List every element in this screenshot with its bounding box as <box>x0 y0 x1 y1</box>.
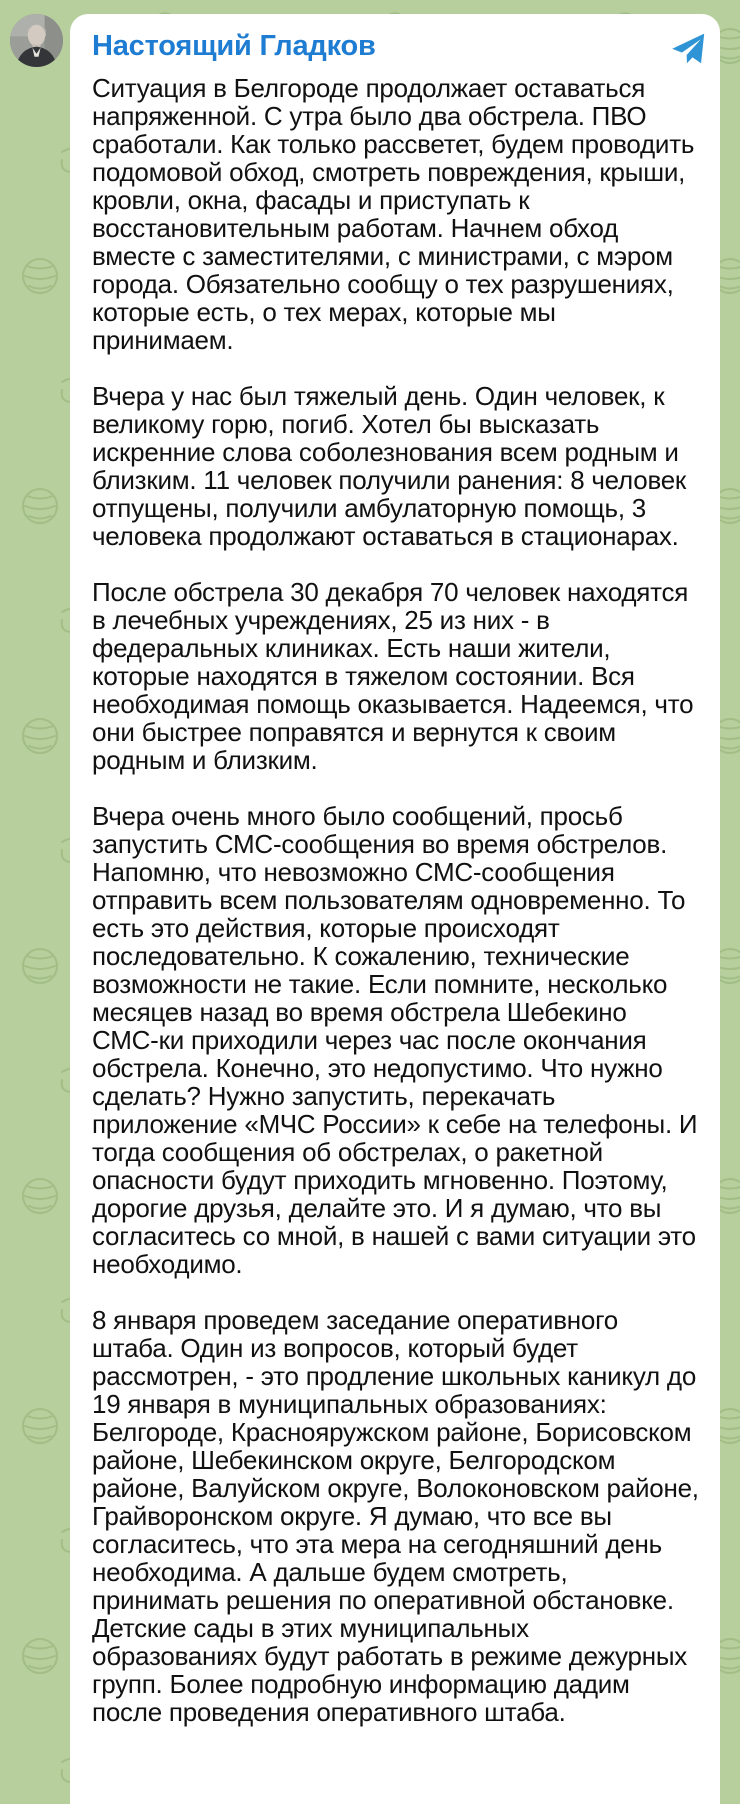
message-bubble <box>70 14 720 1804</box>
channel-profile-photo <box>10 14 63 67</box>
message-paragraph: После обстрела 30 декабря 70 человек находятся в лечебных учреждениях, 25 из них - в федеральных клиниках. Есть наши жители, которые находятся в тяжелом состоянии. Вся необходимая помощь оказывается. Надеемся, что они быстрее поправятся и вернутся к своим родным и близким. <box>92 577 694 775</box>
channel-name[interactable]: Настоящий Гладков <box>92 30 376 62</box>
message-paragraph: Вчера у нас был тяжелый день. Один человек, к великому горю, погиб. Хотел бы высказать искренние слова соболезнования всем родным и близким. 11 человек получили ранения: 8 человек отпущены, получили амбулаторную помощь, 3 человека продолжают оставаться в стационарах. <box>92 381 687 551</box>
message-paragraph: Ситуация в Белгороде продолжает оставаться напряженной. С утра было два обстрела. ПВО сработали. Как только рассветет, будем проводить подомовой обход, смотреть повреждения, крыши, кровли, окна, фасады и приступать к восстановительным работам. Начнем обход вместе с заместителями, с министрами, с мэром города. Обязательно сообщу о тех разрушениях, которые есть, о тех мерах, которые мы принимаем. <box>92 73 695 355</box>
message-paragraph: Вчера очень много было сообщений, просьб запустить СМС-сообщения во время обстрелов. Напомню, что невозможно СМС-сообщения отправить всем пользователям одновременно. То есть это действия, которые происходят последовательно. К сожалению, технические возможности не такие. Если помните, несколько месяцев назад во время обстрела Шебекино СМС-ки приходили через час после окончания обстрела. Конечно, это недопустимо. Что нужно сделать? Нужно запустить, перекачать приложение «МЧС России» к себе на телефоны. И тогда сообщения об обстрелах, о ракетной опасности будут приходить мгновенно. Поэтому, дорогие друзья, делайте это. И я думаю, что вы согласитесь со мной, в нашей с вами ситуации это необходимо. <box>92 801 698 1279</box>
channel-avatar[interactable] <box>10 14 63 67</box>
message-paragraph: 8 января проведем заседание оперативного штаба. Один из вопросов, который будет рассмотрен, - это продление школьных каникул до 19 января в муниципальных образованиях: Белгороде, Краснояружском районе, Борисовском районе, Шебекинском округе, Белгородском районе, Валуйском округе, Волоконовском районе, Грайворонском округе. Я думаю, что все вы согласитесь, что эта мера на сегодняшний день необходима. А дальше будем смотреть, принимать решения по оперативной обстановке. Детские сады в этих муниципальных образованиях будут работать в режиме дежурных групп. Более подробную информацию дадим после проведения оперативного штаба. <box>92 1305 699 1727</box>
message-text <box>92 74 700 1726</box>
message-header <box>92 28 700 66</box>
telegram-plane-icon[interactable] <box>670 30 706 66</box>
